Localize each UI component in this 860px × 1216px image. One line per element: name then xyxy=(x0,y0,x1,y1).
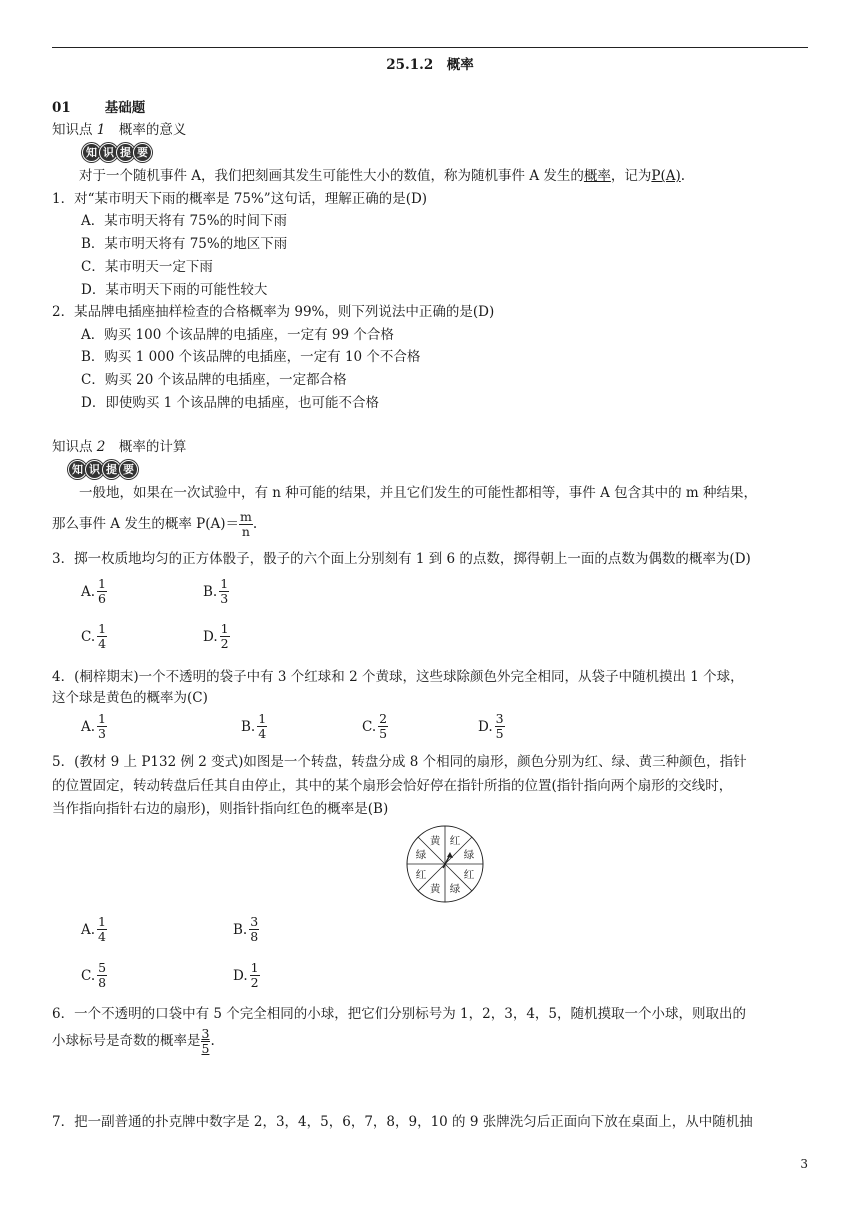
q4-option-c: C. $\frac{2}{5}$ xyxy=(362,711,388,741)
spinner-sector-label: 黄 xyxy=(429,835,441,847)
q2-option-d: D．即使购买 1 个该品牌的电插座，也可能不合格 xyxy=(81,395,379,411)
q1-option-c: C．某市明天一定下雨 xyxy=(81,259,213,275)
question-2-stem: 2．某品牌电插座抽样检查的合格概率为 99%，则下列说法中正确的是(D) xyxy=(52,304,495,320)
kp1-note: 对于一个随机事件 A，我们把刻画其发生可能性大小的数值，称为随机事件 A 发生的概率，记为P(A). xyxy=(79,168,686,184)
q1-option-d: D．某市明天下雨的可能性较大 xyxy=(81,282,268,298)
spinner-sector-label: 黄 xyxy=(429,884,441,896)
header-rule xyxy=(52,47,808,48)
kp2-fraction: $\frac{m}{n}$ xyxy=(240,509,252,539)
knowledge-point-2: 知识点 2 概率的计算 xyxy=(52,439,187,455)
q1-option-a: A．某市明天将有 75%的时间下雨 xyxy=(81,213,288,229)
question-6-line1: 6．一个不透明的口袋中有 5 个完全相同的小球，把它们分别标号为 1，2，3，4，5，随机摸取一个小球，则取出的 xyxy=(52,1006,746,1022)
question-4-line2: 这个球是黄色的概率为(C) xyxy=(52,690,208,706)
page-number: 3 xyxy=(800,1157,808,1171)
page-title: 25.1.2 概率 xyxy=(386,57,474,73)
question-5-line2: 的位置固定，转动转盘后任其自由停止，其中的某个扇形会恰好停在指针所指的位置(指针指向两个扇形的交线时， xyxy=(52,778,733,794)
question-6-line2: 小球标号是奇数的概率是 $\frac{3}{5}$ . xyxy=(52,1026,215,1056)
spinner-sector-label: 绿 xyxy=(415,850,427,862)
spinner-sector-label: 红 xyxy=(463,869,475,881)
spinner-figure xyxy=(398,824,492,904)
q2-option-b: B．购买 1 000 个该品牌的电插座，一定有 10 个不合格 xyxy=(81,349,421,365)
q3-option-b: B. $\frac{1}{3}$ xyxy=(203,576,229,606)
q2-option-c: C．购买 20 个该品牌的电插座，一定都合格 xyxy=(81,372,347,388)
question-3-stem: 3．掷一枚质地均匀的正方体骰子，骰子的六个面上分别刻有 1 到 6 的点数，掷得朝上一面的点数为偶数的概率为(D) xyxy=(52,551,751,567)
q4-option-a: A. $\frac{1}{3}$ xyxy=(81,711,106,741)
q5-option-c: C. $\frac{5}{8}$ xyxy=(81,960,107,990)
spinner-sector-label: 红 xyxy=(449,835,461,847)
q5-option-d: D. $\frac{1}{2}$ xyxy=(233,960,259,990)
kp2-note-line1: 一般地，如果在一次试验中，有 n 种可能的结果，并且它们发生的可能性都相等，事件 A 包含其中的 m 种结果， xyxy=(79,485,757,501)
q1-option-b: B．某市明天将有 75%的地区下雨 xyxy=(81,236,288,252)
question-4-line1: 4．(桐梓期末)一个不透明的袋子中有 3 个红球和 2 个黄球，这些球除颜色外完全相同，从袋子中随机摸出 1 个球， xyxy=(52,669,744,685)
q4-option-b: B. $\frac{1}{4}$ xyxy=(241,711,267,741)
spinner-sector-label: 红 xyxy=(415,869,427,881)
spinner-sector-label: 绿 xyxy=(463,850,475,862)
spinner-sector-label: 绿 xyxy=(449,884,461,896)
question-1-stem: 1．对“某市明天下雨的概率是 75%”这句话，理解正确的是(D) xyxy=(52,191,428,207)
q3-option-c: C. $\frac{1}{4}$ xyxy=(81,621,107,651)
question-5-line1: 5．(教材 9 上 P132 例 2 变式)如图是一个转盘，转盘分成 8 个相同的扇形，颜色分别为红、绿、黄三种颜色，指针 xyxy=(52,754,747,770)
q6-answer-fraction: $\frac{3}{5}$ xyxy=(201,1026,210,1056)
q5-option-b: B. $\frac{3}{8}$ xyxy=(233,914,259,944)
knowledge-point-1: 知识点 1 概率的意义 xyxy=(52,122,187,138)
section-heading: 01 基础题 xyxy=(52,100,146,116)
tips-badge-2: 知 识 提 要 xyxy=(68,460,136,479)
question-5-line3: 当作指向指针右边的扇形)，则指针指向红色的概率是(B) xyxy=(52,801,389,817)
q3-option-a: A. $\frac{1}{6}$ xyxy=(81,576,106,606)
q4-option-d: D. $\frac{3}{5}$ xyxy=(478,711,504,741)
tips-badge-1: 知 识 提 要 xyxy=(82,143,150,162)
question-7-line1: 7．把一副普通的扑克牌中数字是 2，3，4，5，6，7，8，9，10 的 9 张牌洗匀后正面向下放在桌面上，从中随机抽 xyxy=(52,1114,753,1130)
q2-option-a: A．购买 100 个该品牌的电插座，一定有 99 个合格 xyxy=(81,327,394,343)
kp2-note-line2: 那么事件 A 发生的概率 P(A)＝ $\frac{m}{n}$ . xyxy=(52,509,258,539)
q3-option-d: D. $\frac{1}{2}$ xyxy=(203,621,229,651)
q5-option-a: A. $\frac{1}{4}$ xyxy=(81,914,106,944)
